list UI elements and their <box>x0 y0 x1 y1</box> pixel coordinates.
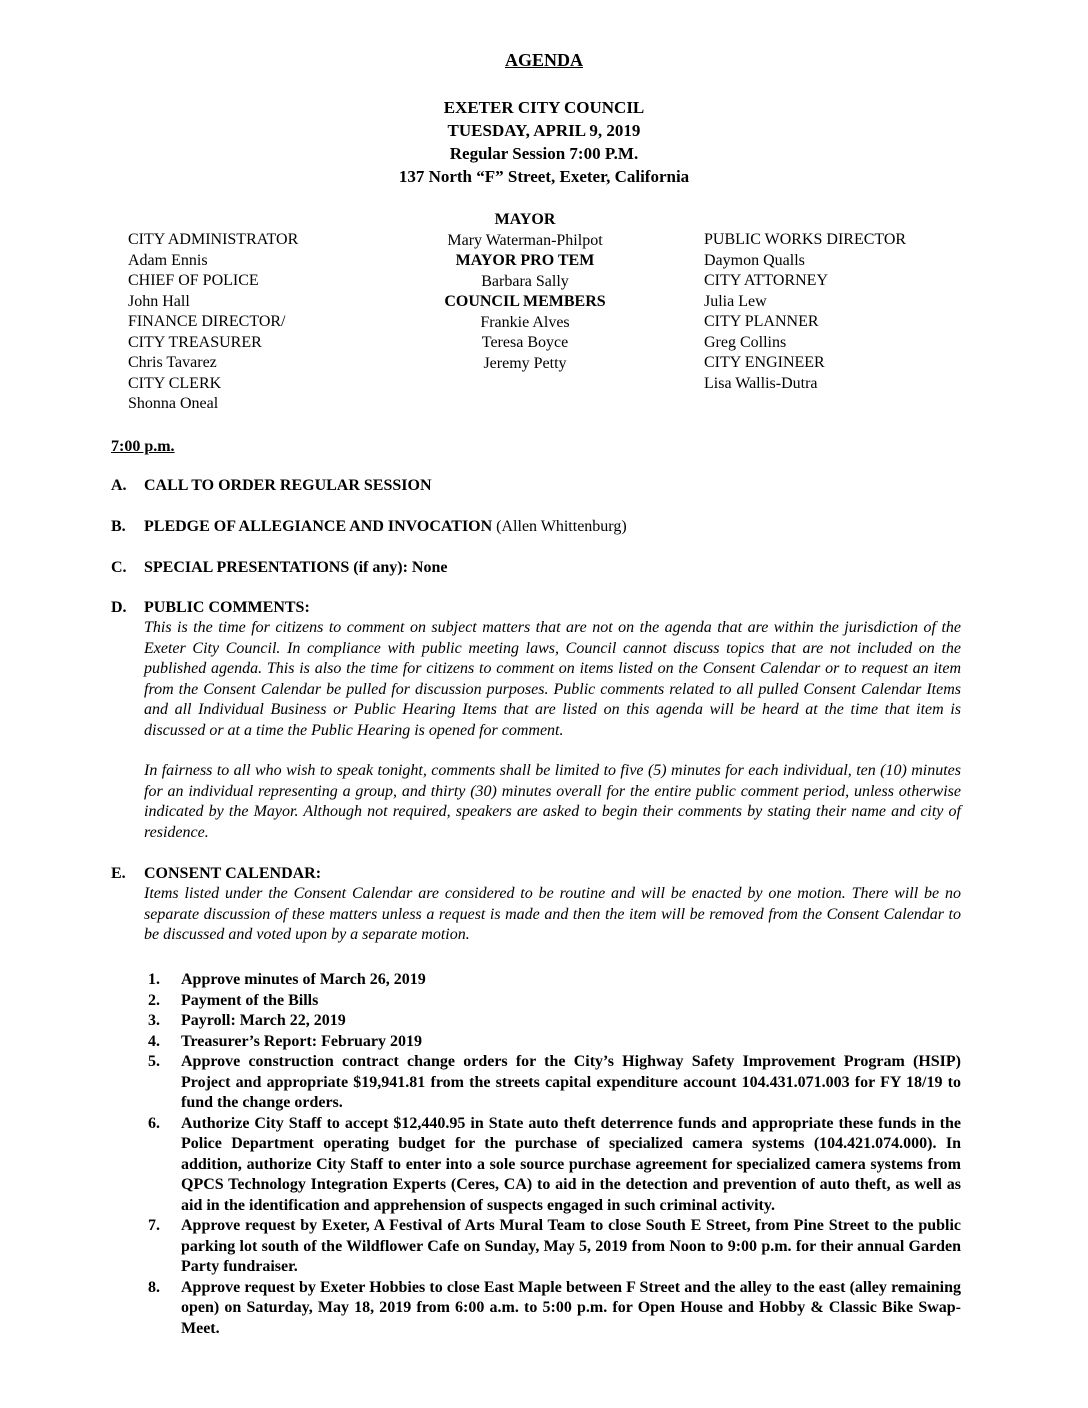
official-name: Julia Lew <box>704 292 767 310</box>
official-name: John Hall <box>128 292 190 310</box>
mayor-label: MAYOR <box>494 211 556 228</box>
section-heading-text: PLEDGE OF ALLEGIANCE AND INVOCATION <box>144 518 493 535</box>
section-heading: PUBLIC COMMENTS: <box>144 599 310 616</box>
agenda-section-a <box>111 477 961 495</box>
item-text: Approve minutes of March 26, 2019 <box>181 971 426 988</box>
official-title: CITY ATTORNEY <box>704 272 828 289</box>
agenda-section-c <box>111 559 961 577</box>
item-text: Approve request by Exeter, A Festival of Arts Mural Team to close South E Street, from Pine Street to the public parking lot south of the Wildflower Cafe on Sunday, May 5, 2019 from Noon to 9:00 p.m. for their annual Garden Party fundraiser. <box>181 1217 961 1275</box>
official-title: FINANCE DIRECTOR/ <box>128 313 286 330</box>
item-text: Authorize City Staff to accept $12,440.95 in State auto theft deterrence funds and appropriate these funds in the Police Department operating budget for the purchase of specialized camera systems (104.421.074.000). In addition, authorize City Staff to enter into a sole source purchase agreement for specialized camera systems from QPCS Technology Integration Experts (Ceres, CA) to aid in the detection and prevention of auto theft, as well as aid in the identification and apprehension of suspects engaged in such criminal activity. <box>181 1114 961 1214</box>
section-letter: A. <box>111 477 127 494</box>
consent-item <box>148 970 961 991</box>
item-text: Payroll: March 22, 2019 <box>181 1012 346 1029</box>
officials-left-column <box>128 230 298 415</box>
public-comments-time-limits: In fairness to all who wish to speak tonight, comments shall be limited to five (5) minutes for each individual, ten (10) minutes for an individual representing a group, and thirty (30) minutes overall for the entire public comment period, unless otherwise indicated by the Mayor. Although not required, speakers are asked to begin their comments by stating their name and city of residence. <box>144 762 961 841</box>
officials-middle-column <box>375 210 675 374</box>
meeting-header <box>0 96 1088 188</box>
consent-item <box>148 1114 961 1217</box>
official-title: PUBLIC WORKS DIRECTOR <box>704 231 907 248</box>
mayor-name: Mary Waterman-Philpot <box>447 231 603 249</box>
section-heading <box>144 559 961 577</box>
mayor-pro-tem-label: MAYOR PRO TEM <box>455 252 595 269</box>
agenda-section-e <box>111 865 961 946</box>
document-title: AGENDA <box>504 50 583 70</box>
meeting-address: 137 North “F” Street, Exeter, California <box>398 167 690 186</box>
officials-right-column <box>704 230 906 394</box>
consent-item <box>148 1011 961 1032</box>
session-time: Regular Session 7:00 P.M. <box>449 144 639 163</box>
consent-item <box>148 1278 961 1340</box>
agenda-section-b <box>111 518 961 536</box>
official-name: Greg Collins <box>704 333 787 351</box>
official-name: Adam Ennis <box>128 251 208 269</box>
item-text: Approve request by Exeter Hobbies to close East Maple between F Street and the alley to the east (alley remaining open) on Saturday, May 18, 2019 from 6:00 a.m. to 5:00 p.m. for Open House and Hobby & Classic Bike Swap-Meet. <box>181 1278 961 1337</box>
item-text: Approve construction contract change orders for the City’s Highway Safety Improvement Program (HSIP) Project and appropriate $19,941.81 from the streets capital expenditure account 104.431.071.003 for FY 18/19 to fund the change orders. <box>181 1053 961 1111</box>
section-heading: CONSENT CALENDAR: <box>144 865 322 882</box>
item-number: 3. <box>148 1012 160 1029</box>
item-number: 4. <box>148 1032 160 1050</box>
council-member-name: Frankie Alves <box>480 313 570 331</box>
section-letter: C. <box>111 559 127 576</box>
official-name: Chris Tavarez <box>128 354 217 371</box>
item-text: Payment of the Bills <box>181 991 319 1009</box>
official-name: Lisa Wallis-Dutra <box>704 374 818 392</box>
section-letter: D. <box>111 599 127 616</box>
consent-item <box>148 1216 961 1278</box>
official-title: CITY PLANNER <box>704 313 819 330</box>
invocation-speaker: (Allen Whittenburg) <box>492 518 627 535</box>
council-member-name: Teresa Boyce <box>481 334 569 351</box>
consent-item <box>148 1032 961 1053</box>
section-heading-text: SPECIAL PRESENTATIONS (if any): None <box>144 559 448 576</box>
council-member-name: Jeremy Petty <box>483 354 567 372</box>
meeting-date: TUESDAY, APRIL 9, 2019 <box>447 121 641 140</box>
section-letter: E. <box>111 865 126 882</box>
item-number: 1. <box>148 971 160 988</box>
council-members-label: COUNCIL MEMBERS <box>444 293 606 310</box>
official-name: Shonna Oneal <box>128 395 219 412</box>
consent-calendar-description: Items listed under the Consent Calendar are considered to be routine and will be enacted by one motion. There will be no separate discussion of these matters unless a request is made and then the item will be removed from the Consent Calendar to be discussed and voted upon by a separate motion. <box>144 885 961 943</box>
official-title: CITY TREASURER <box>128 333 262 351</box>
agenda-section-d <box>111 599 961 843</box>
section-letter: B. <box>111 518 126 535</box>
official-title: CITY ADMINISTRATOR <box>128 231 299 248</box>
mayor-pro-tem-name: Barbara Sally <box>481 272 569 290</box>
consent-items-list <box>148 970 961 1339</box>
section-heading <box>144 477 961 495</box>
public-comments-description: This is the time for citizens to comment on subject matters that are not on the agenda that are within the jurisdiction of the Exeter City Council. In compliance with public meeting laws, Council cannot discuss topics that are not included on the published agenda. This is also the time for citizens to comment on items listed on the Consent Calendar or to request an item from the Consent Calendar be pulled for discussion purposes. Public comments related to all pulled Consent Calendar Items and all Individual Business or Public Hearing Items that are listed on this agenda will be heard at the time that item is discussed or at a time the Public Hearing is opened for comment. <box>144 619 961 739</box>
item-number: 2. <box>148 991 160 1009</box>
consent-item <box>148 1052 961 1114</box>
official-title: CITY CLERK <box>128 374 222 392</box>
item-text: Treasurer’s Report: February 2019 <box>181 1032 422 1050</box>
section-heading-text: CALL TO ORDER REGULAR SESSION <box>144 477 432 494</box>
item-number: 6. <box>148 1114 160 1132</box>
session-start-time: 7:00 p.m. <box>111 438 175 455</box>
item-number: 5. <box>148 1053 160 1070</box>
official-title: CITY ENGINEER <box>704 354 825 371</box>
section-heading <box>144 518 961 536</box>
item-number: 8. <box>148 1278 160 1296</box>
official-name: Daymon Qualls <box>704 251 805 269</box>
item-number: 7. <box>148 1217 160 1234</box>
consent-item <box>148 991 961 1012</box>
council-name: EXETER CITY COUNCIL <box>443 98 645 117</box>
official-title: CHIEF OF POLICE <box>128 272 259 289</box>
